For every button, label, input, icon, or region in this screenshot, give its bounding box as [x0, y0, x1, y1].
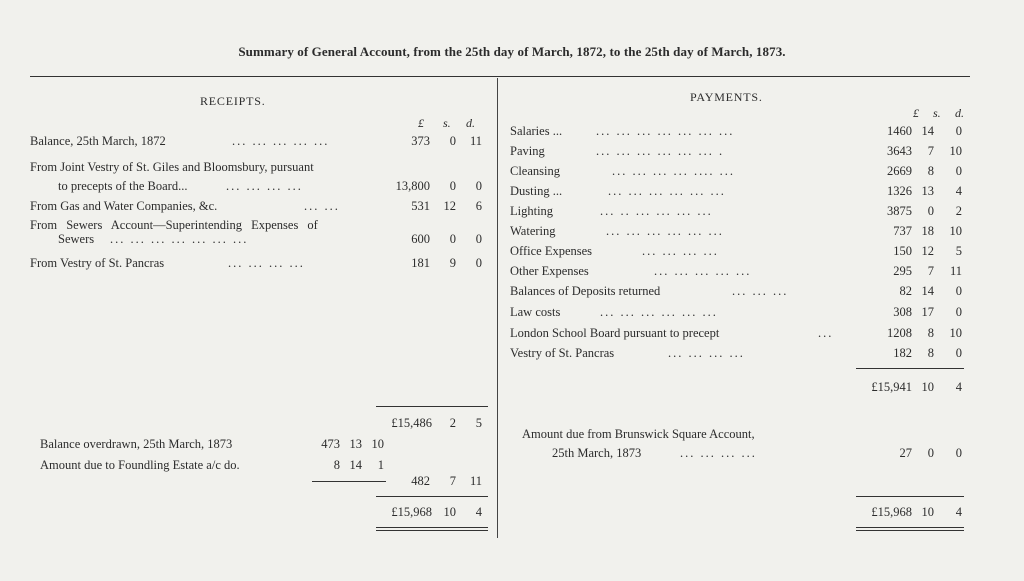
- payment-pence: 10: [949, 144, 962, 158]
- payment-pounds: 308: [893, 305, 912, 319]
- receipt-pounds: 531: [411, 199, 430, 213]
- brunswick-label: Amount due from Brunswick Square Account,: [522, 427, 755, 441]
- payment-dots: ... ... ...: [732, 284, 789, 298]
- payment-shillings: 8: [927, 326, 934, 340]
- receipt-pence: 0: [475, 256, 482, 270]
- receipts-subtotal-pence: 5: [475, 416, 482, 430]
- receipts-total-shillings: 10: [443, 505, 456, 519]
- payment-shillings: 17: [921, 305, 934, 319]
- payments-total-double-rule: [856, 527, 964, 531]
- receipts-col-shillings: s.: [443, 116, 451, 130]
- payment-label: Other Expenses: [510, 264, 589, 278]
- foundling-pence: 1: [377, 458, 384, 472]
- added-pence: 11: [469, 474, 482, 488]
- receipt-shillings: 0: [449, 232, 456, 246]
- payments-col-pence: d.: [955, 106, 964, 120]
- receipts-subtotal-pounds: £15,486: [391, 416, 432, 430]
- payment-label: Paving: [510, 144, 545, 158]
- receipt-pence: 0: [475, 232, 482, 246]
- payment-dots: ... ... ... ... ... ...: [600, 305, 718, 319]
- payments-heading: PAYMENTS.: [690, 90, 763, 104]
- payments-subtotal-pence: 4: [955, 380, 962, 394]
- payment-pounds: 2669: [887, 164, 912, 178]
- receipts-total-pounds: £15,968: [391, 505, 432, 519]
- payments-subtotal-rule: [856, 368, 964, 369]
- payments-col-shillings: s.: [933, 106, 941, 120]
- payments-col-pounds: £: [913, 106, 919, 120]
- column-divider: [497, 78, 498, 538]
- payment-pence: 0: [955, 284, 962, 298]
- payments-total-pounds: £15,968: [871, 505, 912, 519]
- payment-label: Dusting ...: [510, 184, 563, 198]
- payment-label: Watering: [510, 224, 556, 238]
- payment-shillings: 14: [921, 284, 934, 298]
- added-shillings: 7: [449, 474, 456, 488]
- payment-dots: ...: [818, 326, 834, 340]
- payment-shillings: 8: [927, 164, 934, 178]
- payment-pence: 5: [955, 244, 962, 258]
- payment-pounds: 1208: [887, 326, 912, 340]
- overdrawn-label: Balance overdrawn, 25th March, 1873: [40, 437, 233, 451]
- payment-dots: ... .. ... ... ... ...: [600, 204, 713, 218]
- receipt-pounds: 373: [411, 134, 430, 148]
- payment-dots: ... ... ... ... ... ... ...: [596, 124, 735, 138]
- payment-dots: ... ... ... ... ... ... .: [596, 144, 725, 158]
- payment-dots: ... ... ... ... ...: [654, 264, 752, 278]
- payment-shillings: 18: [921, 224, 934, 238]
- receipt-shillings: 12: [443, 199, 456, 213]
- payment-pence: 0: [955, 305, 962, 319]
- payment-label: Cleansing: [510, 164, 560, 178]
- receipt-pence: 6: [475, 199, 482, 213]
- payment-pounds: 3875: [887, 204, 912, 218]
- receipts-total-double-rule: [376, 527, 488, 531]
- payment-pounds: 1326: [887, 184, 912, 198]
- payments-subtotal-shillings: 10: [921, 380, 934, 394]
- payment-pence: 10: [949, 224, 962, 238]
- payment-shillings: 14: [921, 124, 934, 138]
- payment-label: Lighting: [510, 204, 554, 218]
- page-title: Summary of General Account, from the 25th day of March, 1872, to the 25th day of March, 1873.: [238, 44, 786, 59]
- payment-pounds: 3643: [887, 144, 912, 158]
- receipt-label: From Joint Vestry of St. Giles and Bloomsbury, pursuant: [30, 160, 314, 174]
- payment-label: Office Expenses: [510, 244, 593, 258]
- payment-pounds: 1460: [887, 124, 912, 138]
- receipts-subtotal-rule: [376, 406, 488, 407]
- payments-total-pence: 4: [955, 505, 962, 519]
- payment-shillings: 13: [921, 184, 934, 198]
- receipt-pence: 11: [469, 134, 482, 148]
- added-pounds: 482: [411, 474, 430, 488]
- payment-dots: ... ... ... ... ... ...: [608, 184, 726, 198]
- receipt-dots: ... ... ... ... ... ... ...: [110, 232, 249, 246]
- payment-pounds: 295: [893, 264, 912, 278]
- receipt-label: Balance, 25th March, 1872: [30, 134, 166, 148]
- payment-dots: ... ... ... ...: [668, 346, 745, 360]
- payment-pounds: 150: [893, 244, 912, 258]
- brunswick-label-cont: 25th March, 1873: [552, 446, 642, 460]
- payment-pounds: 82: [899, 284, 912, 298]
- receipts-total-pence: 4: [475, 505, 482, 519]
- brunswick-dots: ... ... ... ...: [680, 446, 757, 460]
- receipts-col-pounds: £: [418, 116, 424, 130]
- payments-total-shillings: 10: [921, 505, 934, 519]
- payment-pence: 2: [955, 204, 962, 218]
- payment-shillings: 7: [927, 264, 934, 278]
- receipts-subtotal-shillings: 2: [449, 416, 456, 430]
- payment-dots: ... ... ... ... ... ...: [606, 224, 724, 238]
- payments-subtotal-pounds: £15,941: [871, 380, 912, 394]
- receipt-label: From Vestry of St. Pancras: [30, 256, 165, 270]
- title-rule: [30, 76, 970, 77]
- receipt-pounds: 13,800: [395, 179, 430, 193]
- payment-pounds: 182: [893, 346, 912, 360]
- payment-shillings: 8: [927, 346, 934, 360]
- receipt-dots: ... ... ... ... ...: [232, 134, 330, 148]
- receipt-pounds: 181: [411, 256, 430, 270]
- payment-shillings: 12: [921, 244, 934, 258]
- payment-label: Balances of Deposits returned: [510, 284, 661, 298]
- receipt-label-cont: Sewers: [58, 232, 95, 246]
- receipt-shillings: 9: [449, 256, 456, 270]
- brunswick-pence: 0: [955, 446, 962, 460]
- receipt-dots: ... ... ... ...: [228, 256, 305, 270]
- payment-pounds: 737: [893, 224, 912, 238]
- receipt-dots: ... ... ... ...: [226, 179, 303, 193]
- overdrawn-shillings: 13: [349, 437, 362, 451]
- foundling-pounds: 8: [333, 458, 340, 472]
- receipt-dots: ... ...: [304, 199, 340, 213]
- receipt-shillings: 0: [449, 134, 456, 148]
- payment-dots: ... ... ... ...: [642, 244, 719, 258]
- payment-label: London School Board pursuant to precept: [510, 326, 720, 340]
- overdrawn-pounds: 473: [321, 437, 340, 451]
- receipt-shillings: 0: [449, 179, 456, 193]
- brunswick-shillings: 0: [927, 446, 934, 460]
- foundling-label: Amount due to Foundling Estate a/c do.: [40, 458, 240, 472]
- foundling-shillings: 14: [349, 458, 362, 472]
- payment-pence: 11: [949, 264, 962, 278]
- payment-pence: 4: [955, 184, 962, 198]
- payment-label: Law costs: [510, 305, 561, 319]
- receipts-heading: RECEIPTS.: [200, 94, 266, 108]
- payment-label: Vestry of St. Pancras: [510, 346, 615, 360]
- payment-label: Salaries ...: [510, 124, 563, 138]
- payment-shillings: 7: [927, 144, 934, 158]
- receipt-pence: 0: [475, 179, 482, 193]
- receipts-total-rule: [376, 496, 488, 497]
- receipt-label: From Sewers Account—Superintending Expenses of: [30, 218, 318, 232]
- overdrawn-pence: 10: [371, 437, 384, 451]
- brunswick-pounds: 27: [899, 446, 912, 460]
- payment-pence: 0: [955, 346, 962, 360]
- payment-pence: 0: [955, 164, 962, 178]
- payments-total-rule: [856, 496, 964, 497]
- payment-dots: ... ... ... ... .... ...: [612, 164, 735, 178]
- payment-shillings: 0: [927, 204, 934, 218]
- receipt-label-cont: to precepts of the Board...: [58, 179, 188, 193]
- receipt-label: From Gas and Water Companies, &c.: [30, 199, 218, 213]
- payment-pence: 10: [949, 326, 962, 340]
- payment-pence: 0: [955, 124, 962, 138]
- receipts-col-pence: d.: [466, 116, 475, 130]
- receipt-pounds: 600: [411, 232, 430, 246]
